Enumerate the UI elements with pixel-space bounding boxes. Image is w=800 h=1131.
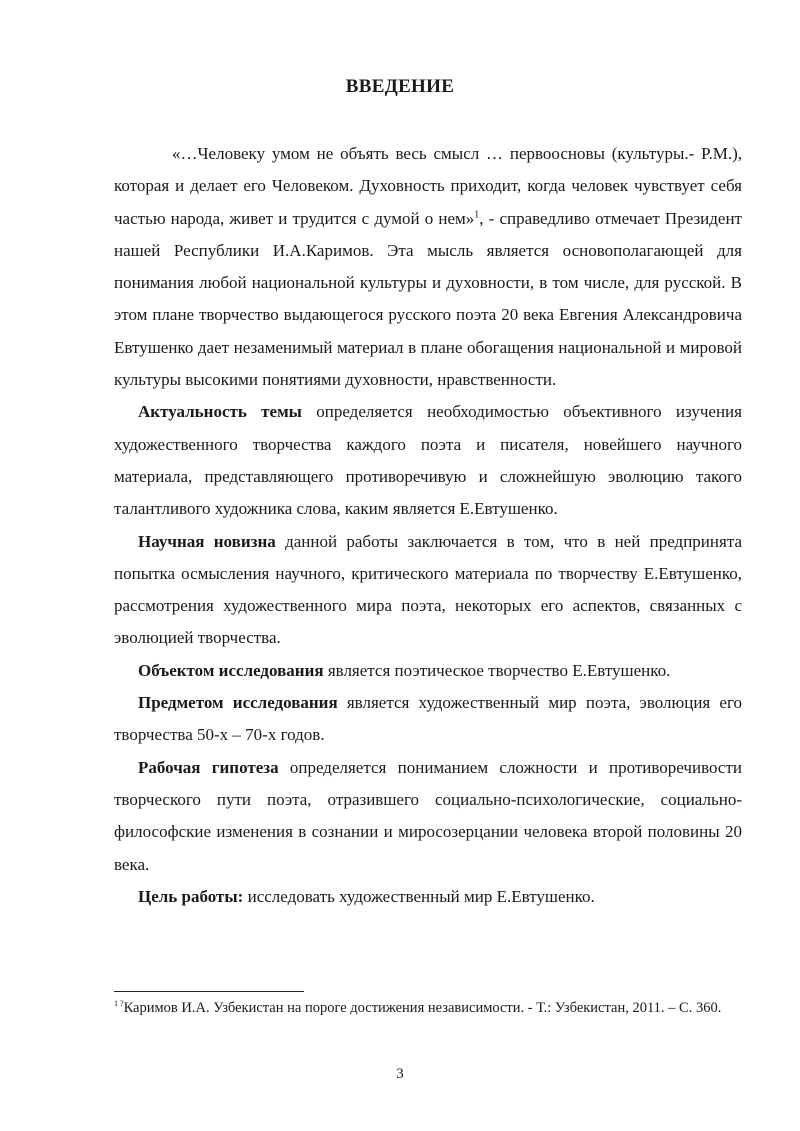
- object-paragraph: [114, 655, 742, 687]
- goal-paragraph: [114, 881, 742, 913]
- novelty-paragraph: [114, 526, 742, 655]
- intro-paragraph: [114, 138, 742, 396]
- footnote: [114, 998, 742, 1019]
- subject-label: Предметом исследования: [138, 693, 338, 713]
- relevance-text: определяется необходимостью объективного изучения художественного творчества каждого поэта и писателя, новейшего научного материала, представляющего противоречивую и сложнейшую эволюцию такого талантливого художника слова, каким является Е.Евтушенко.: [114, 402, 742, 519]
- relevance-label: Актуальность темы: [138, 402, 302, 422]
- object-text: является поэтическое творчество Е.Евтушенко.: [323, 660, 671, 680]
- footnote-marks: 1 ?: [114, 999, 124, 1009]
- intro-text-end: , - справедливо отмечает Президент нашей Республики И.А.Каримов. Эта мысль является основополагающей для понимания любой национальной культуры и духовности, в том числе, для русской. В этом плане творчество выдающегося русского поэта 20 века Евгения Александровича Евтушенко дает незаменимый материал в плане обогащения национальной и мировой культуры высокими понятиями духовности, нравственности.: [114, 208, 742, 390]
- subject-paragraph: [114, 687, 742, 752]
- document-body: [114, 138, 742, 913]
- page-number: 3: [396, 1066, 404, 1082]
- novelty-label: Научная новизна: [138, 531, 276, 551]
- subject-text: является художественный мир поэта, эволюция его творчества 50-х – 70-х годов.: [114, 693, 742, 745]
- footnote-text: Каримов И.А. Узбекистан на пороге достижения независимости. - Т.: Узбекистан, 2011. – С. 360.: [123, 1000, 722, 1016]
- page-title: ВВЕДЕНИЕ: [345, 76, 455, 97]
- footnote-divider: [114, 991, 304, 992]
- object-label: Объектом исследования: [138, 660, 324, 680]
- relevance-paragraph: [114, 396, 742, 525]
- intro-text-start: «…Человеку умом не объять весь смысл … первоосновы (культуры.- Р.М.), которая и делает его Человеком. Духовность приходит, когда человек чувствует себя частью народа, живет и трудится с думой о нем»: [114, 144, 742, 228]
- hypothesis-paragraph: [114, 752, 742, 881]
- hypothesis-label: Рабочая гипотеза: [138, 757, 279, 777]
- footnote-reference: 1: [474, 208, 480, 220]
- novelty-text: данной работы заключается в том, что в ней предпринята попытка осмысления научного, критического материала по творчеству Е.Евтушенко, рассмотрения художественного мира поэта, некоторых его аспектов, связанных с эволюцией творчества.: [114, 531, 742, 648]
- goal-label: Цель работы:: [138, 886, 244, 906]
- goal-text: исследовать художественный мир Е.Евтушенко.: [243, 886, 595, 906]
- hypothesis-text: определяется пониманием сложности и противоречивости творческого пути поэта, отразившего социально-психологические, социально-философские изменения в сознании и миросозерцании человека второй половины 20 века.: [114, 757, 742, 874]
